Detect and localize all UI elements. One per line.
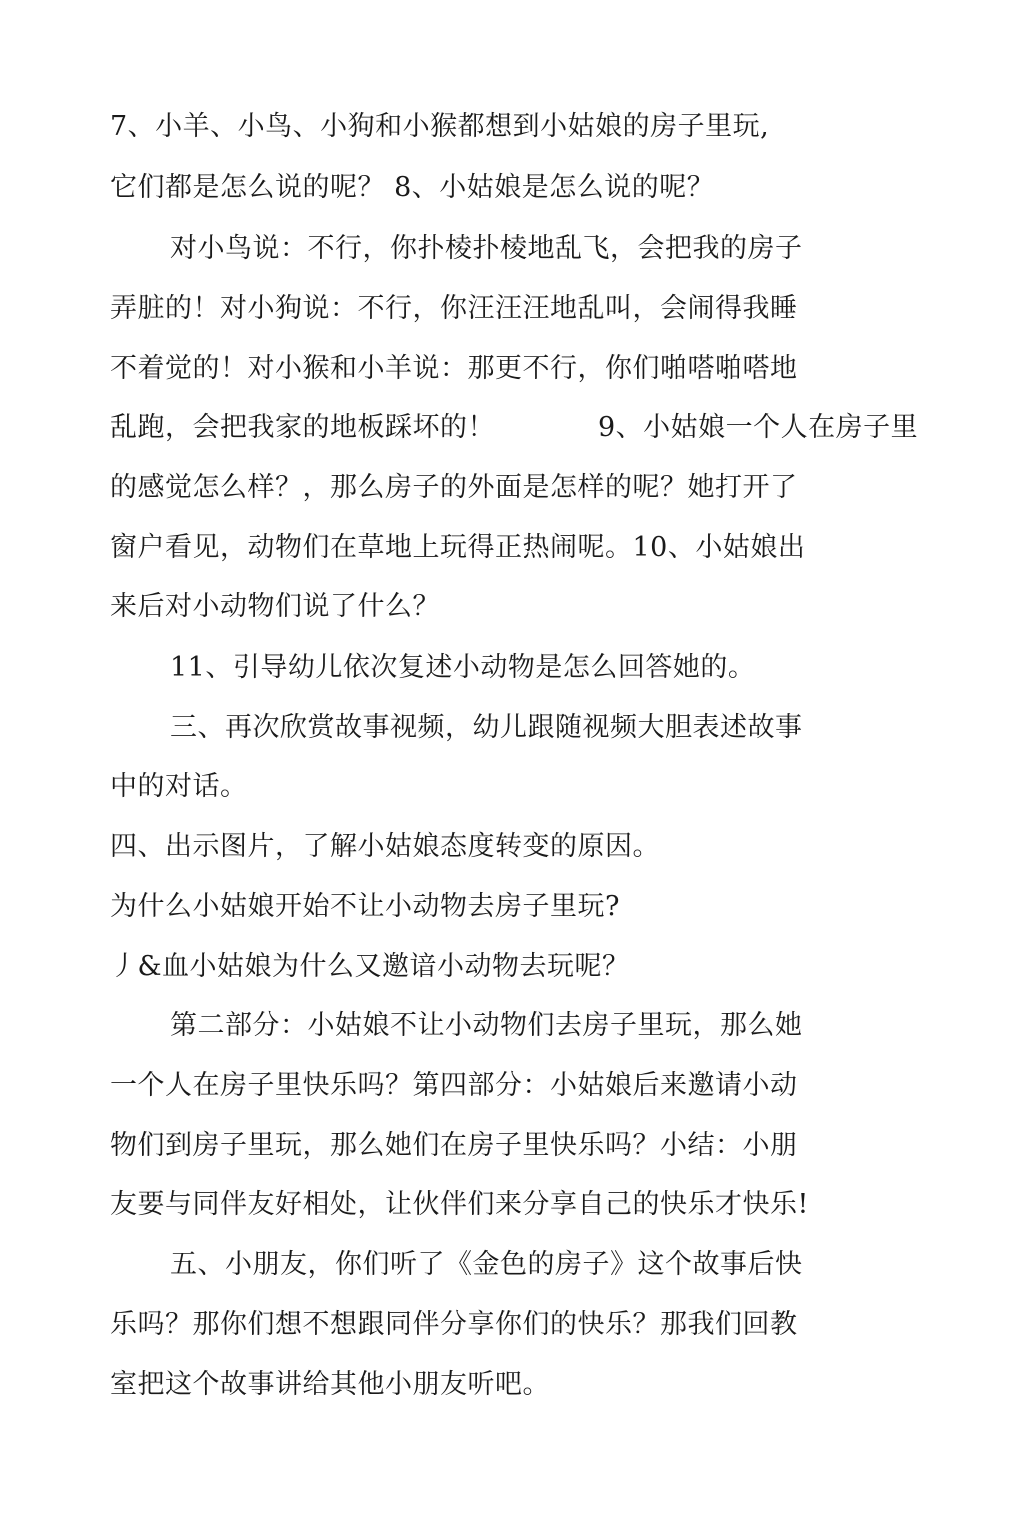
text-line: 丿&血小姑娘为什么又邀谙小动物去玩呢？ [110, 951, 630, 982]
text-line: 弄脏的！对小狗说：不行，你汪汪汪地乱叫，会闹得我睡 [110, 293, 798, 324]
text-line: 对小鸟说：不行，你扑棱扑棱地乱飞，会把我的房子 [170, 233, 803, 264]
text-line: 乱跑，会把我家的地板踩坏的！ [110, 412, 495, 443]
text-line: 9、小姑娘一个人在房子里 [598, 412, 919, 443]
text-line: 为什么小姑娘开始不让小动物去房子里玩? [110, 891, 620, 922]
text-line: 三、再次欣赏故事视频，幼儿跟随视频大胆表述故事 [170, 712, 803, 743]
text-line: 7、小羊、小鸟、小狗和小猴都想到小姑娘的房子里玩, [110, 111, 770, 142]
text-line: 11、引导幼儿依次复述小动物是怎么回答她的。 [170, 652, 756, 683]
text-line: 不着觉的！对小猴和小羊说：那更不行，你们啪嗒啪嗒地 [110, 353, 798, 384]
text-line: 一个人在房子里快乐吗？第四部分：小姑娘后来邀请小动 [110, 1070, 798, 1101]
text-line: 室把这个故事讲给其他小朋友听吧。 [110, 1369, 550, 1400]
text-line: 窗户看见，动物们在草地上玩得正热闹呢。10、小姑娘出 [110, 532, 806, 563]
text-line: 友要与同伴友好相处，让伙伴们来分享自己的快乐才快乐! [110, 1189, 809, 1220]
text-line: 中的对话。 [110, 771, 248, 802]
text-line: 第二部分：小姑娘不让小动物们去房子里玩，那么她 [170, 1010, 803, 1041]
text-line: 来后对小动物们说了什么？ [110, 591, 440, 622]
text-line: 四、出示图片，了解小姑娘态度转变的原因。 [110, 831, 660, 862]
text-line: 它们都是怎么说的呢？ 8、小姑娘是怎么说的呢？ [110, 172, 715, 203]
text-line: 五、小朋友，你们听了《金色的房子》这个故事后快 [170, 1249, 803, 1280]
text-line: 乐吗？那你们想不想跟同伴分享你们的快乐？那我们回教 [110, 1309, 798, 1340]
text-line: 物们到房子里玩，那么她们在房子里快乐吗？小结：小朋 [110, 1130, 798, 1161]
text-line: 的感觉怎么样？，那么房子的外面是怎样的呢？她打开了 [110, 472, 798, 503]
